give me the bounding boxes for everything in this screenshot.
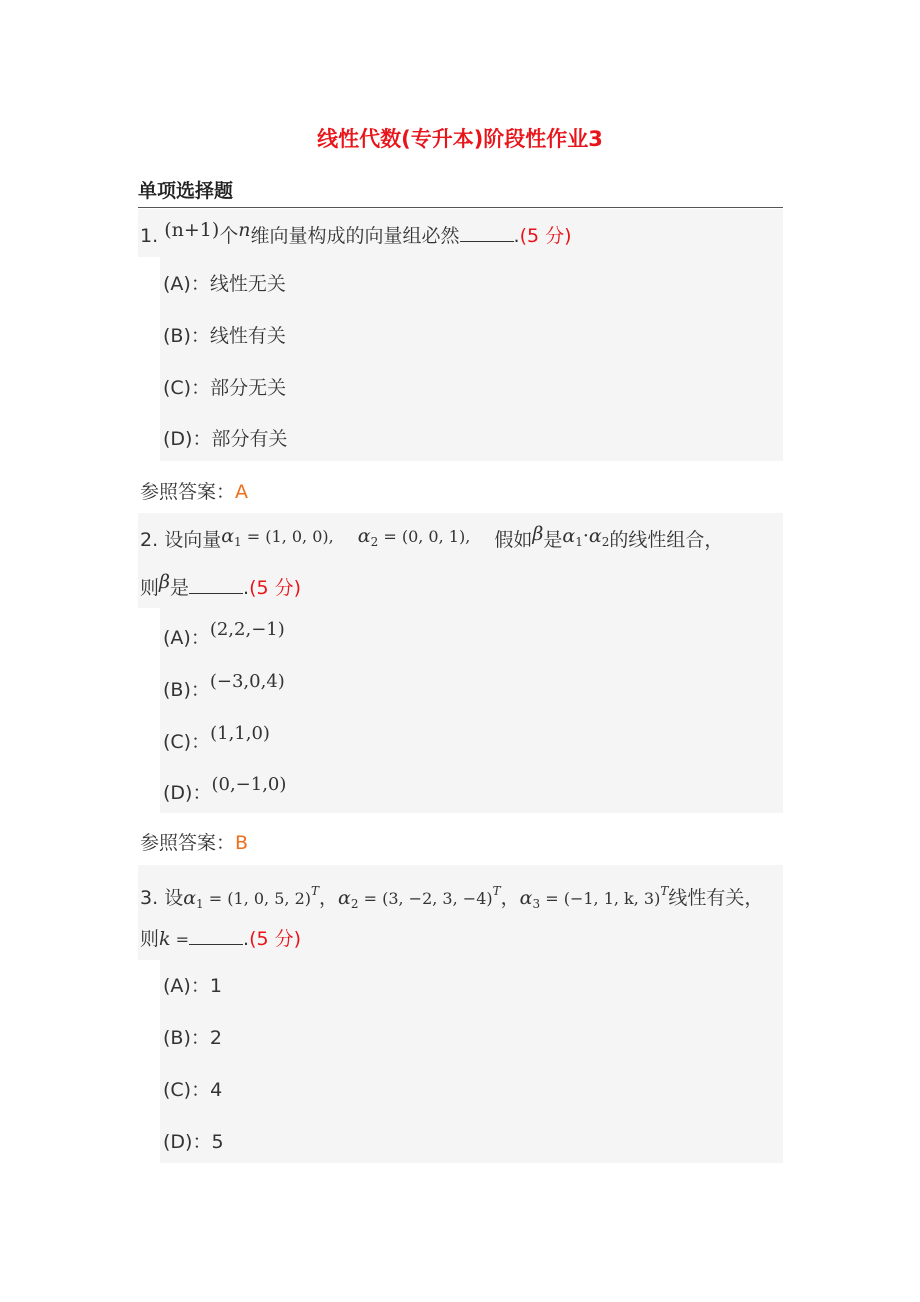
- section-divider: [138, 207, 783, 208]
- alpha1-definition: [183, 884, 319, 911]
- answer-value: B: [235, 832, 249, 854]
- option-label: (B)：: [163, 325, 210, 347]
- question-text: 的线性组合，: [609, 529, 724, 551]
- math-n: n: [238, 219, 251, 241]
- question-text: 设: [164, 887, 184, 909]
- math-subscript: 2: [350, 897, 359, 911]
- question-3-stem-line-1: [140, 878, 763, 917]
- period: .: [513, 225, 520, 247]
- option-text: 1: [209, 975, 222, 997]
- question-text: 个: [219, 225, 239, 247]
- math-subscript: 3: [532, 897, 541, 911]
- option-text: 2: [209, 1027, 222, 1049]
- option-text: 线性无关: [209, 273, 286, 295]
- math-equals: =: [170, 930, 190, 949]
- question-text: 假如: [494, 529, 533, 551]
- question-1-option-d[interactable]: [163, 426, 287, 452]
- math-transpose: T: [492, 884, 501, 898]
- question-2-stem-line-1: [140, 523, 724, 559]
- question-number: 3.: [140, 887, 159, 909]
- question-2-answer: [140, 830, 248, 856]
- question-text: 则: [140, 577, 160, 599]
- question-2-option-a[interactable]: [163, 619, 285, 652]
- math-k: k: [159, 928, 171, 950]
- option-label: (C)：: [163, 1079, 211, 1101]
- option-text: 线性有关: [209, 325, 286, 347]
- math-transpose: T: [310, 884, 319, 898]
- option-text: 5: [211, 1131, 224, 1153]
- option-label: (A)：: [163, 975, 210, 997]
- math-alpha: α: [519, 887, 533, 909]
- math-vector: = (1, 0, 0),: [241, 527, 334, 546]
- math-subscript: 2: [370, 535, 379, 549]
- points-label: (5 分): [249, 928, 302, 950]
- section-title: 单项选择题: [138, 180, 234, 202]
- option-label: (C)：: [163, 731, 211, 753]
- question-3-options-bg: [160, 960, 783, 1163]
- option-label: (A)：: [163, 627, 210, 649]
- question-text: 是: [170, 577, 190, 599]
- math-subscript: 2: [601, 535, 610, 549]
- option-math: (2,2,−1): [209, 619, 285, 640]
- option-text: 部分无关: [210, 377, 287, 399]
- option-label: (D)：: [163, 428, 212, 450]
- question-1-option-a[interactable]: [163, 271, 286, 297]
- math-vector: = (0, 0, 1),: [378, 527, 471, 546]
- question-3-stem-line-2: [140, 926, 301, 953]
- math-beta: β: [532, 523, 544, 545]
- question-2-stem-line-2: [140, 571, 302, 601]
- question-1-answer: [140, 479, 248, 505]
- option-label: (B)：: [163, 1027, 210, 1049]
- option-label: (D)：: [163, 782, 212, 804]
- question-number: 1.: [140, 225, 159, 247]
- math-vector: = (1, 0, 5, 2): [203, 889, 311, 908]
- question-1-stem: [140, 219, 572, 249]
- question-text: 则: [140, 928, 160, 950]
- alpha3-definition: [519, 884, 669, 911]
- answer-label: 参照答案：: [140, 832, 236, 854]
- option-math: (1,1,0): [210, 723, 270, 744]
- math-alpha: α: [221, 525, 235, 547]
- answer-label: 参照答案：: [140, 481, 236, 503]
- alpha1-definition: [221, 525, 334, 547]
- option-text: 4: [210, 1079, 223, 1101]
- question-2-option-c[interactable]: [163, 723, 270, 756]
- answer-blank: [189, 575, 243, 594]
- question-3-option-a[interactable]: [163, 973, 222, 999]
- question-text: 维向量构成的向量组必然: [250, 225, 460, 247]
- answer-blank: [460, 223, 514, 242]
- math-separator: ·: [582, 525, 589, 547]
- math-vector: = (−1, 1, k, 3): [540, 889, 661, 908]
- question-text: 线性有关，: [668, 887, 764, 909]
- comma: ，: [500, 887, 520, 909]
- option-label: (C)：: [163, 377, 211, 399]
- math-alpha: α: [338, 887, 351, 909]
- math-beta: β: [159, 571, 170, 593]
- math-alpha: α: [588, 525, 602, 547]
- option-text: 部分有关: [211, 428, 288, 450]
- question-3-option-d[interactable]: [163, 1129, 224, 1155]
- answer-value: A: [235, 481, 249, 503]
- math-alpha: α: [357, 525, 371, 547]
- question-text: 设向量: [164, 529, 222, 551]
- math-n-plus-1: (n+1): [164, 219, 220, 241]
- option-label: (D)：: [163, 1131, 212, 1153]
- question-text: 是: [543, 529, 563, 551]
- question-3-option-c[interactable]: [163, 1077, 222, 1103]
- option-math: (0,−1,0): [211, 774, 287, 795]
- points-label: (5 分): [249, 577, 302, 599]
- math-transpose: T: [660, 884, 669, 898]
- answer-blank: [189, 926, 243, 945]
- period: .: [243, 928, 250, 950]
- option-label: (A)：: [163, 273, 210, 295]
- alpha2-definition: [358, 525, 471, 547]
- math-alpha: α: [183, 887, 197, 909]
- math-subscript: 1: [234, 535, 242, 549]
- question-1-option-b[interactable]: [163, 323, 286, 349]
- comma: ，: [319, 887, 339, 909]
- question-2-option-d[interactable]: [163, 774, 287, 807]
- question-2-option-b[interactable]: [163, 671, 285, 704]
- math-alpha: α: [562, 525, 576, 547]
- option-math: (−3,0,4): [209, 671, 285, 692]
- option-label: (B)：: [163, 679, 210, 701]
- math-subscript: 1: [575, 535, 583, 549]
- question-3-option-b[interactable]: [163, 1025, 222, 1051]
- points-label: (5 分): [519, 225, 572, 247]
- question-number: 2.: [140, 529, 159, 551]
- math-subscript: 1: [196, 897, 204, 911]
- alpha2-definition: [338, 884, 501, 911]
- question-1-option-c[interactable]: [163, 375, 286, 401]
- math-vector: = (3, −2, 3, −4): [358, 889, 493, 908]
- page-title: 线性代数(专升本)阶段性作业3: [317, 127, 603, 151]
- period: .: [243, 577, 250, 599]
